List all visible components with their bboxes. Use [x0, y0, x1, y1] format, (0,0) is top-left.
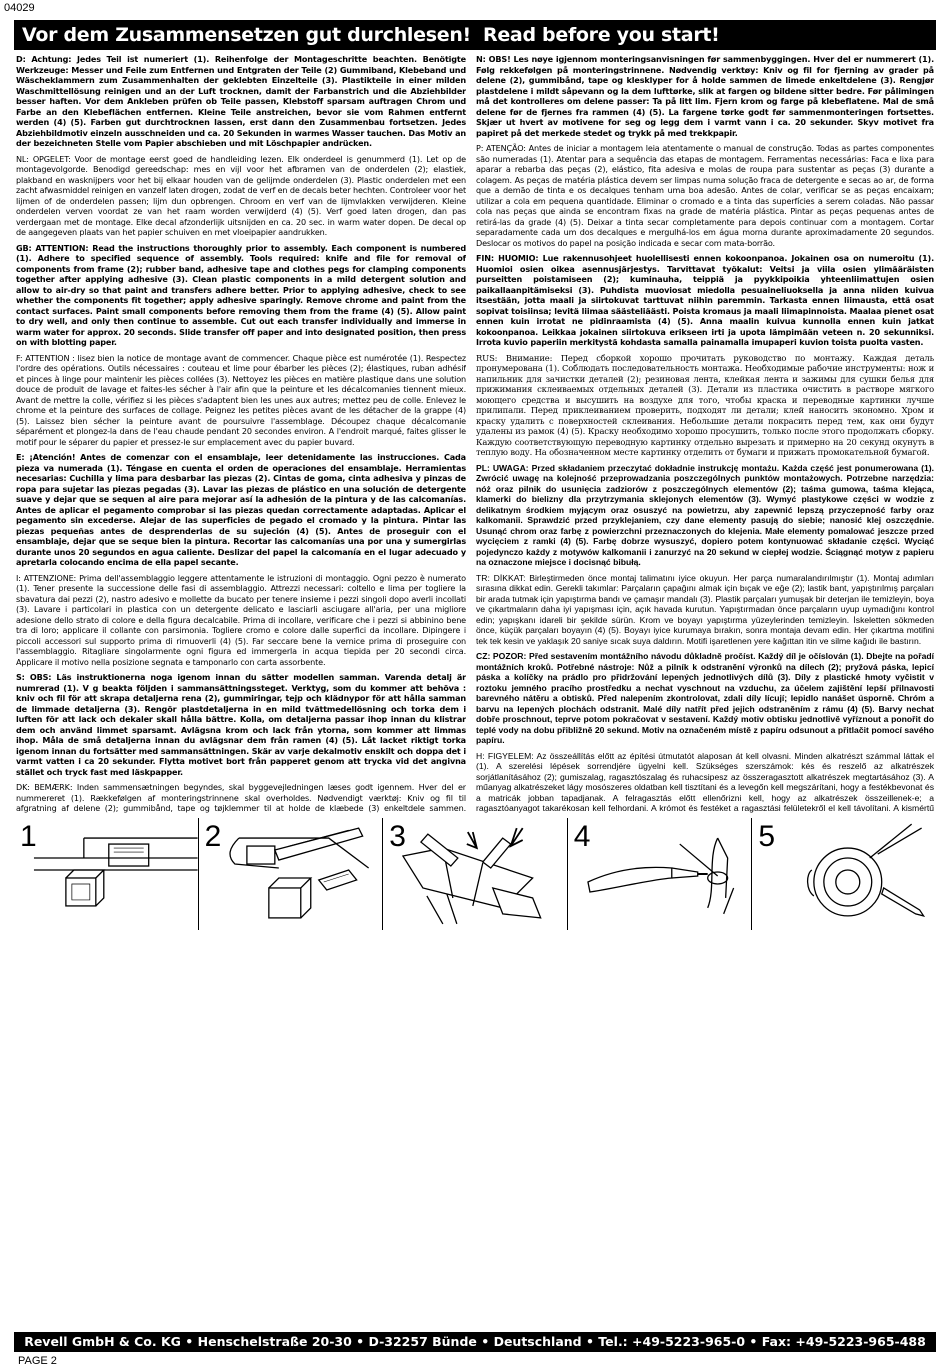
paragraph-n: N: OBS! Les nøye igjennom monteringsanvisningen før sammenbyggingen. Hver del er nummerert (1). Følg rekkefølgen på monteringstrinnene. Nødvendig verktøy: Kniv og fil for fjerning av grader på delene (2), gummibånd, tape og klesklyper for å holde sammen de limede enkeltdelene (3). Rengjør plastdelene i mildt såpevann og la dem lufttørke, slik at fargen og bildene sitter bedre. Før pålimingen må det kontrolleres om delene passer: Ta på litt lim. Fjern krom og farge på klebeflatene. Mal de små delene før de fjernes fra rammen (4) (5). La fargene tørke godt før sammenmonteringen fortsettes. Skjær ut hvert av motivene for seg og legg dem i varmt vann i ca. 20 sekunder. Skyv motivet fra papiret på det merkede stedet og trykk på med trekkpapir. — [476, 54, 934, 138]
step-number: 2 — [204, 820, 222, 853]
paragraph-dk: DK: BEMÆRK: Inden sammensætningen begyndes, skal byggevejledningen læses godt igennem. Hver del er nummereret (1). Rækkefølgen af monteringstrinnene skal overholdes. Nødvendigt værktøj: Kniv og fil til afgratning af delene (2); gummibånd, tape og tøjklemmer til at holde de klæbede (3) enkeltdele sammen. — [16, 782, 466, 813]
paragraph-rus: RUS: Внимание: Перед сборкой хорошо прочитать руководство по монтажу. Каждая деталь пронумерована (1). Соблюдать последовательность монтажа. Необходимые рабочие инструменты: нож и напильник для зачистки деталей (2); резиновая лента, клейкая лента и зажимы для сушки белья для прижимания склеиваемых отдельных деталей (3). Детали из пластика очистить в растворе мягкого моющего средства и высушить на воздухе для того, чтобы краска и переводные картинки лучше прилипали. Перед приклеиванием проверить, подходят ли детали; клей наносить экономно. Хром и краску удалить с поверхностей склеивания. Небольшие детали покрасить перед тем, как они будут удалены из рамок (4) (5). Краску необходимо хорошо просушить, только после этого продолжать сборку. Каждую соответствующую переводную картинку отдельно вырезать и примерно на 20 секунд окунуть в теплую воду. На обозначенном месте картинку отделить от бумаги и прижать промокательной бумагой. — [476, 352, 934, 457]
paragraph-gb: GB: ATTENTION: Read the instructions thoroughly prior to assembly. Each component is numbered (1). Adhere to specified sequence of assembly. Tools required: knife and file for removal of components from frame (2); rubber band, adhesive tape and clothes pegs for clamping components together after applying adhesive (3). Clean plastic components in a mild detergent solution and allow to air-dry so that paint and transfers adhere better. Prior to applying adhesive, check to see whether the components fit together; apply adhesive sparingly. Remove chrome and paint from the contact surfaces. Paint small components before removing them from the frame (4) (5). Allow paint to dry well, and only then continue to assemble. Cut out each transfer individually and immerse in warm water for approx. 20 seconds. Slide transfer off paper and into designated position, then press on with blotting paper. — [16, 242, 466, 347]
painting-with-brush-illustration — [568, 818, 752, 930]
cutting-part-from-sprue-illustration — [14, 818, 198, 930]
step-5 — [752, 818, 936, 930]
document-code: 04029 — [4, 2, 35, 14]
english-title: Read before you start! — [483, 24, 720, 46]
paragraph-s: S: OBS: Läs instruktionerna noga igenom innan du sätter modellen samman. Varenda detalj är numrerad (1). V g beakta följden i sammansättningssteget. Verktyg, som du kommer att behöva : kniv och fil för att skrapa detaljerna rena (2), gummiringar, tejp och klädnypor för att hålla samman de limmade detaljerna (3). Rengör plastdetaljerna in en mild tvättmedellösning och torka dem i luften för att lack och dekaler skall hålla bättre. Kolla, om detaljerna passar ihop innan du klistrar dem och använd limmet sparsamt. Avlägsna krom och lack från ytorna, som kommer att limmas ihop. Måla de små detaljerna innan du avlägsnar dem från ramen (4) (5). Låt lacket riktigt torka igenom innan du fortsätter med sammansättningen. Skär av varje dekalmotiv enskilt och doppa det i varmt vatten i ca 20 sekunder. Flytta motivet bort från papperet genom att trycka vid det angivna stället och tryck fast med läskpapper. — [16, 672, 466, 777]
paragraph-fin: FIN: HUOMIO: Lue rakennusohjeet huolellisesti ennen kokoonpanoa. Jokainen osa on numeroitu (1). Huomioi osien oikea asennusjärjestys. Tarvittavat työkalut: Veitsi ja viila osien ylimääräisten purseitten poistamiseen (2); kuminauha, teippiä ja pyykkipoikia yhteenliimattujen osien paikallaanpitämiseksi (3). Puhdista muoviosat miedolla pesuaineliuoksella ja anna niiden kuivua itsestään, jotta maali ja siirtokuvat tarttuvat niihin paremmin. Tarkasta ennen liimausta, että osat sopivat toisiinsa; levitä liimaa säästeliäästi. Poista kromaus ja maali liimapinnoista. Maalaa pienet osat ennen kuin irrotat ne pidinraamista (4) (5). Anna maalin kuivua kunnolla ennen kuin jatkat kokoonpanoa. Leikkaa jokainen siirtokuva erikseen irti ja upota lämpimään veteen n. 20 sekunniksi. Irrota kuvio paperiin merkitystä kohdasta samalla painamalla imupaperi kuvion toista puolta vasten. — [476, 253, 934, 347]
paragraph-pl: PL: UWAGA: Przed składaniem przeczytać dokładnie instrukcję montażu. Każda część jest ponumerowana (1). Zwrócić uwagę na kolejność przeprowadzania poszczególnych punktów montażowych. Potrzebne narzędzia: nóż oraz pilnik do usunięcia zadziorów z poszczególnych elementów (2); taśma gumowa, taśma klejąca, klamerki do bielizny dla przytrzymania sklejonych elementów (3). Wymyć plastykowe części w wodzie z delikatnym środkiem myjącym oraz osuszyć na powietrzu, aby zapewnić lepszą przyczepność farby oraz kalkomanii. Sprawdzić przed przyklejaniem, czy dane elementy pasują do siebie; nanosić klej oszczędnie. Usunąć chrom oraz farbę z powierzchni przeznaczonych do klejenia. Małe elementy pomalować jeszcze przed wycięciem z ramki (4) (5). Farbę dobrze wysuszyć, dopiero potem kontynuować składanie części. Wyciąć pojedynczo każdy z motywów kalkomanii i zanurzyć na 20 sekund w ciepłej wodzie. Ściągnąć motyw z papieru na oznaczone miejsce i docisnąć bibułą. — [476, 462, 934, 567]
paragraph-i: I: ATTENZIONE: Prima dell'assemblaggio leggere attentamente le istruzioni di montaggio. Ogni pezzo è numerato (1). Tener presente la successione delle fasi di assemblaggio. Attrezzi necessari: coltello e lima per togliere la sbavatura dai pezzi (2), nastro adesivo e mollette da bucato per tenere insieme i pezzi singoli dopo averli incollati (3). Lavare i particolari in plastica con un detergente delicato e lasciarli asciugare all'aria, per una migliore adesione dello strato di colore e della figura decalcabile. Prima di incollare, verificare che i pezzi si abbinino bene tra di loro; applicare il collante con parsimonia. Togliere cromo e colore dalle superfici da incollare. Dipingere i piccoli accessori sul supporto prima di rimuoverli (4) (5). Far seccare bene la vernice prima di proseguire con l'assemblaggio. Ritagliare singolarmente ogni figura ed immergerla in acqua tiepida per 20 secondi circa. Applicare il motivo nella posizione segnata e tamponarlo con carta assorbente. — [16, 572, 466, 667]
left-text-column — [16, 54, 466, 814]
step-3 — [383, 818, 568, 930]
right-text-column — [476, 54, 934, 814]
step-number: 4 — [573, 820, 591, 853]
step-number: 1 — [20, 820, 37, 853]
applying-decal-illustration — [752, 818, 936, 930]
paragraph-e: E: ¡Atención! Antes de comenzar con el ensamblaje, leer detenidamente las instrucciones. Cada pieza va numerada (1). Téngase en cuenta el orden de operaciones del ensamblaje. Herramientas necesarias: Cuchilla y lima para desbarbar las piezas (2). Cintas de goma, cinta adhesiva y pinzas de ropa para sujetar las piezas pegadas (3). Lavar las piezas de plástico en una solución de detergente suave y dejar que se sequen al aire para mejorar así la adhesión de la pintura y de las calcomanías. Antes de aplicar el pegamento comprobar si las piezas quedan correctamente adaptadas. Aplicar el pegamento sin excederse. Alejar de las superficies de pegado el cromado y la pintura. Pintar las piezas pequeñas antes de desprenderlas de su sujeción (4) (5). Antes de proseguir con el ensamblaje, dejar que se seque bien la pintura. Recortar las calcomanías una por una y sumergirlas durante unos 20 segundos en agua caliente. Deslizar del papel la calcomanía en el lugar adecuado y apretarla colocando encima de ella papel secante. — [16, 452, 466, 567]
clamping-glued-parts-illustration — [383, 818, 567, 930]
paragraph-nl: NL: OPGELET: Voor de montage eerst goed de handleiding lezen. Elk onderdeel is genummerd (1). Let op de montagevolgorde. Benodigd gereedschap: mes en vijl voor het afbramen van de onderdelen (2); elastiek, plakband en wasknijpers voor het bij elkaar houden van de gelijmde onderdelen (3). Plastic onderdelen met een zacht afwasmiddel reinigen en vanzelf laten drogen, zodat de verf en de decals beter hechten. Controleer voor het lijmen of de onderdelen passen; lijm dun opbrengen. Chroom en verf van de lijmvlakken verwijderen. Kleine onderdelen verven voordat ze van het raam worden verwijderd (4) (5). Verf goed laten drogen, dan pas verdergaan met de montage. Elke decal afzonderlijk uitsnijden en ca. 20 sec. in warm water dopen. De decal op de aangegeven plaats van het papier schuiven en met vloeipapier aandrukken. — [16, 153, 466, 237]
german-title: Vor dem Zusammensetzen gut durchlesen! — [22, 24, 471, 46]
paragraph-h: H: FIGYELEM: Az összeállítás előtt az építési útmutatót alaposan át kell olvasni. Minden alkatrészt számmal láttak el (1). A szerelési lépések sorrendjére ügyelni kell. Szükséges szerszámok: kés és reszelő az alkatrészek sorjátlanításához (2); gumiszalag, ragasztószalag és ruhacsipesz az összeragasztott alkatrészek megtartásához (3). A műanyag alkatrészeket lágy mosószeres oldatban kell tisztítani és a levegőn kell megszárítani, hogy a festékbevonat és a matricák jobban tapadjanak. A felragasztás előtt ellenőrizni kell, hogy az alkatrészek összeillenek-e; a ragasztóanyagot takarékosan kell felhordani. A krómot és festéket a ragasztási felületekről el kell távolítani. A kismértű — [476, 750, 934, 813]
page-number: PAGE 2 — [18, 1355, 57, 1367]
assembly-steps-illustrations — [14, 818, 936, 930]
paragraph-cz: CZ: POZOR: Před sestavením montážního návodu důkladně pročíst. Každý díl je očíslován (1). Dbejte na pořadí montážních kroků. Potřebné nástroje: Nůž a pilník k odstranění výronků na dílech (2); pryžová páska, lepicí páska a kolíčky na prádlo pro přidržování lepených jednotlivých dílů (3). Díly z plastické hmoty vyčistit v roztoku jemného pracího prostředku a nechat vyschnout na vzduchu, za účelem zajištění lepší přilnavosti barevného nátěru a obtisků. Před nalepením zkontrolovat, zdali díly lícují; lepidlo nanášet úsporně. Chróm a barvu na lepených plochách odstranit. Malé díly natřít před jejich odstraněním z rámu (4) (5). Barvy nechat dobře proschnout, teprve potom pokračovat v sestavení. Každý motiv obtisku jednotlivě vyříznout a ponořit do teplé vody na dobu přibližně 20 sekund. Motiv na označeném místě z papíru odsunout a přitlačit pomocí savého papíru. — [476, 651, 934, 745]
step-4 — [568, 818, 753, 930]
step-1 — [14, 818, 199, 930]
step-number: 3 — [389, 820, 406, 853]
paragraph-de: D: Achtung: Jedes Teil ist numeriert (1). Reihenfolge der Montageschritte beachten. Benötigte Werkzeuge: Messer und Feile zum Entfernen und Entgraten der Teile (2) Gummiband, Klebeband und Wäscheklammern zum Zusammenhalten der geklebten Einzelteile (3). Plastikteile in einer milden Waschmittellösung reinigen und an der Luft trocknen, damit der Farbanstrich und die Abziehbilder besser haften. Vor dem Ankleben prüfen ob Teile passen, Klebstoff sparsam auftragen Chrom und Farbe an den Klebeflächen entfernen. Kleine Teile anstreichen, bevor sie vom Rahmen entfernt werden (4) (5). Farben gut durchtrocknen lassen, erst dann den Zusammenbau fortsetzen. Jedes Abziehbildmotiv einzeln ausschneiden und ca. 20 Sekunden in warmes Wasser tauchen. Das Motiv an der bezeichneten Stelle vom Papier abschieben und mit Löschpapier andrücken. — [16, 54, 466, 148]
step-number: 5 — [758, 820, 776, 853]
company-footer: Revell GmbH & Co. KG • Henschelstraße 20-30 • D-32257 Bünde • Deutschland • Tel.: +49-5223-965-0 • Fax: +49-5223-965-488 — [14, 1332, 936, 1352]
title-bar — [14, 20, 936, 50]
paragraph-p: P: ATENÇÃO: Antes de iniciar a montagem leia atentamente o manual de construção. Todas as partes componentes são numeradas (1). Atentar para a sequência das etapas de montagem. Ferramentas necessárias: Faca e lixa para aparar a rebarba das peças (2), elástico, fita adesiva e molas de roupa para sustentar as peças (3) durante a colagem. As peças de matéria plástica devem ser limpas numa solução fraca de detergente e secas ao ar, de forma que a demão de tinta e os decalques tenham uma boa adesão. Antes de colar, verificar se as peças encaixam; utilizar a cola em pequena quantidade. Eliminar o cromado e a tinta das superfícies a serem coladas. Não passar cola nas peças que ainda se encontram fixas na grade de matéria plástica. Pintar as peças pequenas antes de retirá-las da grade (4) (5). Deixar a tinta secar completamente para depois continuar com a montagem. Cortar separadamente cada um dos decalques e mergulhá-los em água morna durante aproximadamente 20 segundos. Deslocar os motivos do papel na posição indicada e secar com mata-borrão. — [476, 143, 934, 248]
filing-part-illustration — [199, 818, 383, 930]
step-2 — [199, 818, 384, 930]
paragraph-f: F: ATTENTION : lisez bien la notice de montage avant de commencer. Chaque pièce est numérotée (1). Respectez l'ordre des opérations. Outils nécessaires : couteau et lime pour ébarber les pièces (2); élastiques, ruban adhésif et pinces à linge pour maintenir les pièces collées (3). Nettoyez les pièces en matière plastique dans une solution douce de produit de lavage et faites-les sécher à l'air afin que la peinture et les décalcomanies tiennent mieux. Avant de mettre la colle, vérifiez si les pièces s'adaptent bien les unes aux autres; mettez peu de colle. Enlevez le chrome et la peinture des surfaces de collage. Peignez les petites pièces avant de les détacher de la grappe (4)(5). Laissez bien sécher la peinture avant de poursuivre l'assemblage. Découpez chaque décalcomanie séparément et plongez-la dans de l'eau chaude pendant 20 secondes environ. A l'endroit marqué, faites glisser le motif pour le séparer du papier et pressez-le sur emplacement avec du papier buvard. — [16, 352, 466, 447]
paragraph-tr: TR: DİKKAT: Birleştirmeden önce montaj talimatını iyice okuyun. Her parça numaralandırılmıştır (1). Montaj adımları sırasına dikkat edin. Gerekli takımlar: Parçaların çapağını almak için bıçak ve eğe (2); lastik bant, yapıştırılmış parçaları bir arada tutmak için yapıştırma bandı ve çamaşır mandalı (3). Plastik parçaları yumuşak bir deterjan ile temizleyin, boya ve çıkartmaların daha iyi yapışması için, açık havada kurutun. Yapıştırmadan önce parçaların uyup uymadığını kontrol edin; yapışkanı idareli bir şekilde sürün. Krom ve boyayı yapıştırma yüzeylerinden temizleyin. İskeletten sökmeden önce, küçük parçaları boyayın (4) (5). Boyayı iyice kurumaya bırakın, sonra montaja devam edin. Her çıkartma motifini tek tek kesin ve yaklaşık 20 saniye sıcak suya daldırın. Motifi işaretlenen yere kağıttan itin ve silme kağıdı ile bastırın. — [476, 572, 934, 646]
